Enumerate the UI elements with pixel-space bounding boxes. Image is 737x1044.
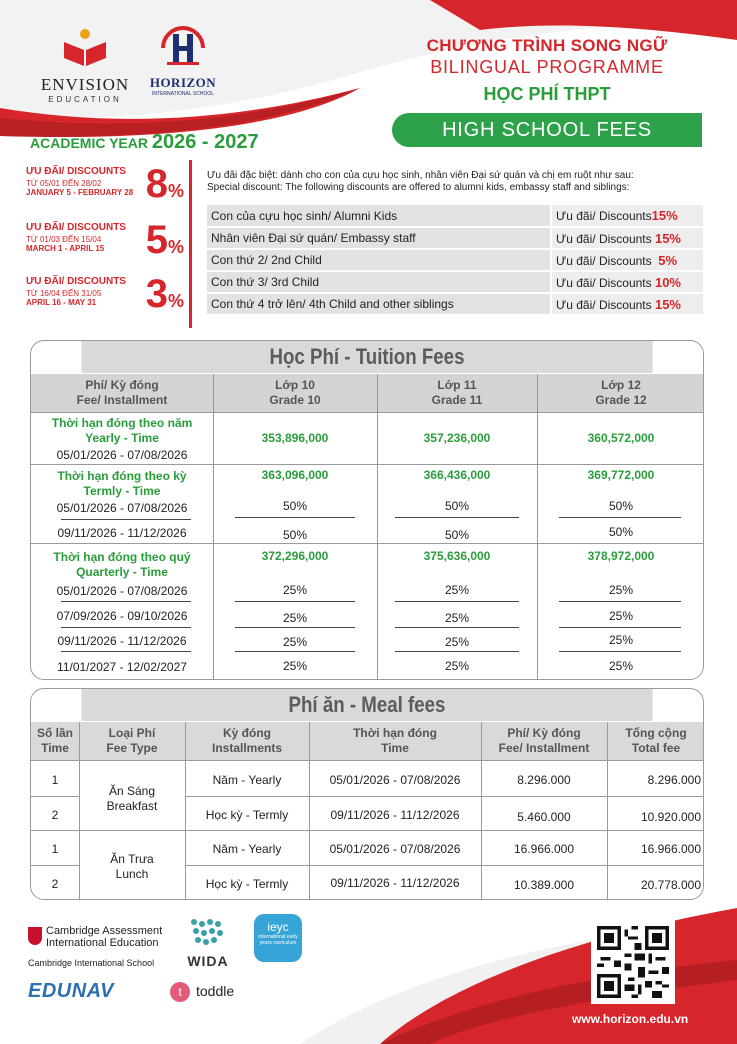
quarterly-date-2: 07/09/2026 - 09/10/2026: [56, 609, 188, 623]
cambridge-sub: Cambridge International School: [28, 958, 155, 968]
discount-label: ƯU ĐÃI/ DISCOUNTS: [26, 166, 126, 177]
meal-header: [31, 722, 704, 760]
header-grade-10: Lớp 10 Grade 10: [269, 378, 321, 407]
quarterly-4-grade-11: 25%: [444, 659, 470, 673]
website-link[interactable]: www.horizon.edu.vn: [572, 1012, 689, 1026]
academic-year: [30, 131, 259, 154]
envision-book-icon: [60, 28, 110, 68]
meal-title: Phí ăn - Meal fees: [81, 689, 652, 721]
yearly-date: 05/01/2026 - 07/08/2026: [56, 448, 188, 462]
meal-row-2-fee: 5.460.000: [517, 810, 571, 824]
quarterly-1-grade-11: 25%: [444, 583, 470, 597]
special-row-name: Con thứ 2/ 2nd Child: [207, 249, 551, 271]
ieyc-logo: [254, 914, 302, 962]
row-underline: [559, 627, 681, 628]
special-intro-vn: Ưu đãi đặc biệt: dành cho con của cựu học sinh, nhân viên Đại sứ quán và chị em ruột như sau:: [207, 170, 634, 181]
table-row: [207, 205, 703, 227]
header-total: Tổng cộng Total fee: [625, 726, 687, 755]
meal-row-3-time: 05/01/2026 - 07/08/2026: [329, 842, 461, 856]
high-school-fees-banner: HIGH SCHOOL FEES: [392, 113, 702, 147]
meal-row-4-no: 2: [51, 877, 59, 891]
termly-label: Thời hạn đóng theo kỳ Termly - Time: [57, 469, 187, 498]
cambridge-line-1: Cambridge Assessment: [46, 925, 163, 937]
horizon-name: HORIZON: [149, 75, 217, 90]
ieyc-sub: international early years curriculum: [258, 934, 298, 946]
discount-label: ƯU ĐÃI/ DISCOUNTS: [26, 276, 126, 287]
termly-2-grade-12: 50%: [608, 525, 634, 539]
row-underline: [395, 627, 519, 628]
discount-percent: 8%: [145, 162, 184, 206]
qr-code-icon: [597, 926, 669, 998]
meal-row-3-total: 16.966.000: [640, 842, 701, 856]
quarterly-date-1: 05/01/2026 - 07/08/2026: [56, 584, 188, 598]
termly-1-grade-10: 50%: [282, 499, 308, 513]
termly-grade-12: 369,772,000: [587, 468, 655, 482]
discount-label: ƯU ĐÃI/ DISCOUNTS: [26, 222, 126, 233]
row-underline: [559, 517, 681, 518]
special-row-value: Ưu đãi/ Discounts 15%: [551, 293, 703, 315]
grid-line: [31, 830, 704, 831]
row-underline: [559, 651, 681, 652]
discount-item: [26, 272, 188, 326]
special-row-value: Ưu đãi/ Discounts 10%: [551, 271, 703, 293]
meal-row-2-no: 2: [51, 808, 59, 822]
meal-row-3-fee: 16.966.000: [513, 842, 575, 856]
tuition-title: Học Phí - Tuition Fees: [81, 341, 652, 373]
discount-date-vn: TỪ 01/03 ĐẾN 15/04: [26, 235, 102, 244]
special-intro-en: Special discount: The following discounts are offered to alumni kids, embassy staff and siblings:: [207, 182, 630, 193]
quarterly-2-grade-11: 25%: [444, 611, 470, 625]
tuition-fees-panel: [30, 340, 704, 680]
tuition-table: [31, 374, 704, 680]
toddle-icon: t: [170, 982, 190, 1002]
quarterly-date-4: 11/01/2027 - 12/02/2027: [57, 660, 187, 674]
title-block: [397, 36, 697, 105]
quarterly-date-3: 09/11/2026 - 11/12/2026: [57, 634, 187, 648]
meal-row-1-fee: 8.296.000: [517, 773, 571, 787]
discount-date-en: MARCH 1 - APRIL 15: [26, 244, 105, 253]
meal-row-2-installment: Học kỳ - Termly: [205, 808, 289, 822]
discount-percent: 5%: [145, 218, 184, 262]
yearly-grade-12: 360,572,000: [587, 431, 655, 445]
meal-row-2-total: 10.920.000: [640, 810, 701, 824]
toddle-logo: [170, 982, 234, 1002]
cambridge-logo: [28, 925, 162, 969]
meal-row-4-installment: Học kỳ - Termly: [205, 877, 289, 891]
meal-row-2-time: 09/11/2026 - 11/12/2026: [330, 808, 460, 822]
quarterly-4-grade-10: 25%: [282, 659, 308, 673]
wida-logo: [186, 918, 230, 969]
yearly-label: Thời hạn đóng theo năm Yearly - Time: [51, 416, 193, 445]
discount-date-vn: TỪ 05/01 ĐẾN 28/02: [26, 179, 102, 188]
row-underline: [235, 601, 355, 602]
header-fee-installment: Phí/ Kỳ đóng Fee/ Installment: [76, 378, 168, 407]
special-row-name: Con thứ 4 trở lên/ 4th Child and other siblings: [207, 293, 551, 315]
discount-date-vn: TỪ 16/04 ĐẾN 31/05: [26, 289, 102, 298]
header-time-count: Số lần Time: [36, 726, 73, 755]
special-row-value: Ưu đãi/ Discounts 15%: [551, 227, 703, 249]
discount-item: [26, 218, 188, 272]
discount-date-en: APRIL 16 - MAY 31: [26, 298, 97, 307]
special-row-name: Con thứ 3/ 3rd Child: [207, 271, 551, 293]
row-underline: [235, 627, 355, 628]
row-underline: [235, 517, 355, 518]
quarterly-2-grade-10: 25%: [282, 611, 308, 625]
termly-2-grade-10: 50%: [282, 528, 308, 542]
quarterly-1-grade-12: 25%: [608, 583, 634, 597]
row-underline: [61, 519, 191, 520]
termly-date-2: 09/11/2026 - 11/12/2026: [57, 526, 187, 540]
envision-sub: EDUCATION: [48, 95, 122, 104]
meal-row-1-total: 8.296.000: [647, 773, 701, 787]
termly-date-1: 05/01/2026 - 07/08/2026: [56, 501, 188, 515]
qr-code[interactable]: [591, 920, 675, 1004]
termly-grade-11: 366,436,000: [423, 468, 491, 482]
table-row: [207, 271, 703, 293]
table-row: [207, 293, 703, 315]
meal-row-3-no: 1: [51, 842, 59, 856]
title-vn: CHƯƠNG TRÌNH SONG NGỮ: [426, 36, 668, 55]
header-grade-12: Lớp 12 Grade 12: [595, 378, 647, 407]
row-underline: [235, 651, 355, 652]
meal-row-1-time: 05/01/2026 - 07/08/2026: [329, 773, 461, 787]
grid-line: [31, 464, 704, 465]
quarterly-label: Thời hạn đóng theo quý Quarterly - Time: [53, 550, 191, 579]
meal-row-3-installment: Năm - Yearly: [212, 842, 282, 856]
quarterly-grade-11: 375,636,000: [423, 549, 491, 563]
row-underline: [395, 517, 519, 518]
discount-item: [26, 162, 188, 216]
breakfast-label: Ăn Sáng Breakfast: [106, 784, 158, 813]
header-time: Thời hạn đóng Time: [353, 726, 437, 755]
grid-line: [31, 760, 704, 761]
toddle-text: toddle: [196, 983, 235, 999]
quarterly-3-grade-12: 25%: [608, 633, 634, 647]
quarterly-3-grade-11: 25%: [444, 635, 470, 649]
cambridge-line-2: International Education: [46, 937, 159, 949]
discount-date-en: JANUARY 5 - FEBRUARY 28: [26, 188, 134, 197]
special-discount-intro: [207, 170, 707, 194]
grid-line: [185, 796, 704, 797]
meal-row-1-no: 1: [51, 773, 59, 787]
envision-logo: [30, 28, 140, 104]
meal-fees-panel: [30, 688, 704, 900]
title-fee-vn: HỌC PHÍ THPT: [483, 84, 611, 104]
meal-row-4-total: 20.778.000: [640, 878, 701, 892]
meal-row-4-time: 09/11/2026 - 11/12/2026: [330, 876, 460, 890]
header-grade-11: Lớp 11 Grade 11: [431, 378, 483, 407]
wida-dots-icon: [190, 918, 226, 948]
horizon-sub: INTERNATIONAL SCHOOL: [152, 91, 214, 97]
row-underline: [395, 651, 519, 652]
grid-line: [31, 796, 79, 797]
meal-row-1-installment: Năm - Yearly: [212, 773, 282, 787]
yearly-grade-11: 357,236,000: [423, 431, 491, 445]
grid-line: [31, 543, 704, 544]
special-discount-table: [207, 205, 703, 316]
meal-table: [31, 722, 704, 900]
tuition-header: [31, 374, 704, 412]
row-underline: [395, 601, 519, 602]
row-underline: [61, 651, 191, 652]
quarterly-2-grade-12: 25%: [608, 609, 634, 623]
horizon-emblem-icon: [159, 26, 207, 70]
special-row-name: Nhân viên Đại sứ quán/ Embassy staff: [207, 227, 551, 249]
special-row-value: Ưu đãi/ Discounts 5%: [551, 249, 703, 271]
special-row-value: Ưu đãi/ Discounts15%: [551, 205, 703, 227]
header-fee-type: Loại Phí Fee Type: [106, 726, 158, 755]
early-discounts: [26, 160, 192, 328]
grid-line: [31, 412, 704, 413]
grid-line: [31, 865, 79, 866]
academic-year-value: 2026 - 2027: [151, 131, 259, 153]
grid-line: [185, 865, 704, 866]
header-installments: Kỳ đóng Installments: [211, 726, 283, 755]
lunch-label: Ăn Trưa Lunch: [110, 852, 154, 881]
academic-year-label: ACADEMIC YEAR: [30, 135, 148, 151]
header-fee-installment: Phí/ Kỳ đóng Fee/ Installment: [498, 726, 590, 755]
quarterly-1-grade-10: 25%: [282, 583, 308, 597]
table-row: [207, 249, 703, 271]
meal-row-4-fee: 10.389.000: [513, 878, 575, 892]
row-underline: [61, 601, 191, 602]
quarterly-grade-10: 372,296,000: [261, 549, 329, 563]
termly-2-grade-11: 50%: [444, 528, 470, 542]
envision-name: ENVISION: [40, 75, 130, 94]
wida-text: WIDA: [187, 953, 229, 969]
title-en: BILINGUAL PROGRAMME: [430, 57, 664, 77]
quarterly-grade-12: 378,972,000: [587, 549, 655, 563]
edunav-logo: EDUNAV: [28, 980, 114, 1002]
termly-1-grade-11: 50%: [444, 499, 470, 513]
special-row-name: Con của cựu học sinh/ Alumni Kids: [207, 205, 551, 227]
row-underline: [61, 627, 191, 628]
quarterly-3-grade-10: 25%: [282, 635, 308, 649]
row-underline: [559, 601, 681, 602]
yearly-grade-10: 353,896,000: [261, 431, 329, 445]
ieyc-text: ieyc: [267, 920, 289, 934]
table-row: [207, 227, 703, 249]
horizon-logo: [146, 26, 220, 97]
termly-grade-10: 363,096,000: [261, 468, 329, 482]
termly-1-grade-12: 50%: [608, 499, 634, 513]
discount-percent: 3%: [145, 272, 184, 316]
quarterly-4-grade-12: 25%: [608, 659, 634, 673]
cambridge-shield-icon: [28, 927, 42, 945]
